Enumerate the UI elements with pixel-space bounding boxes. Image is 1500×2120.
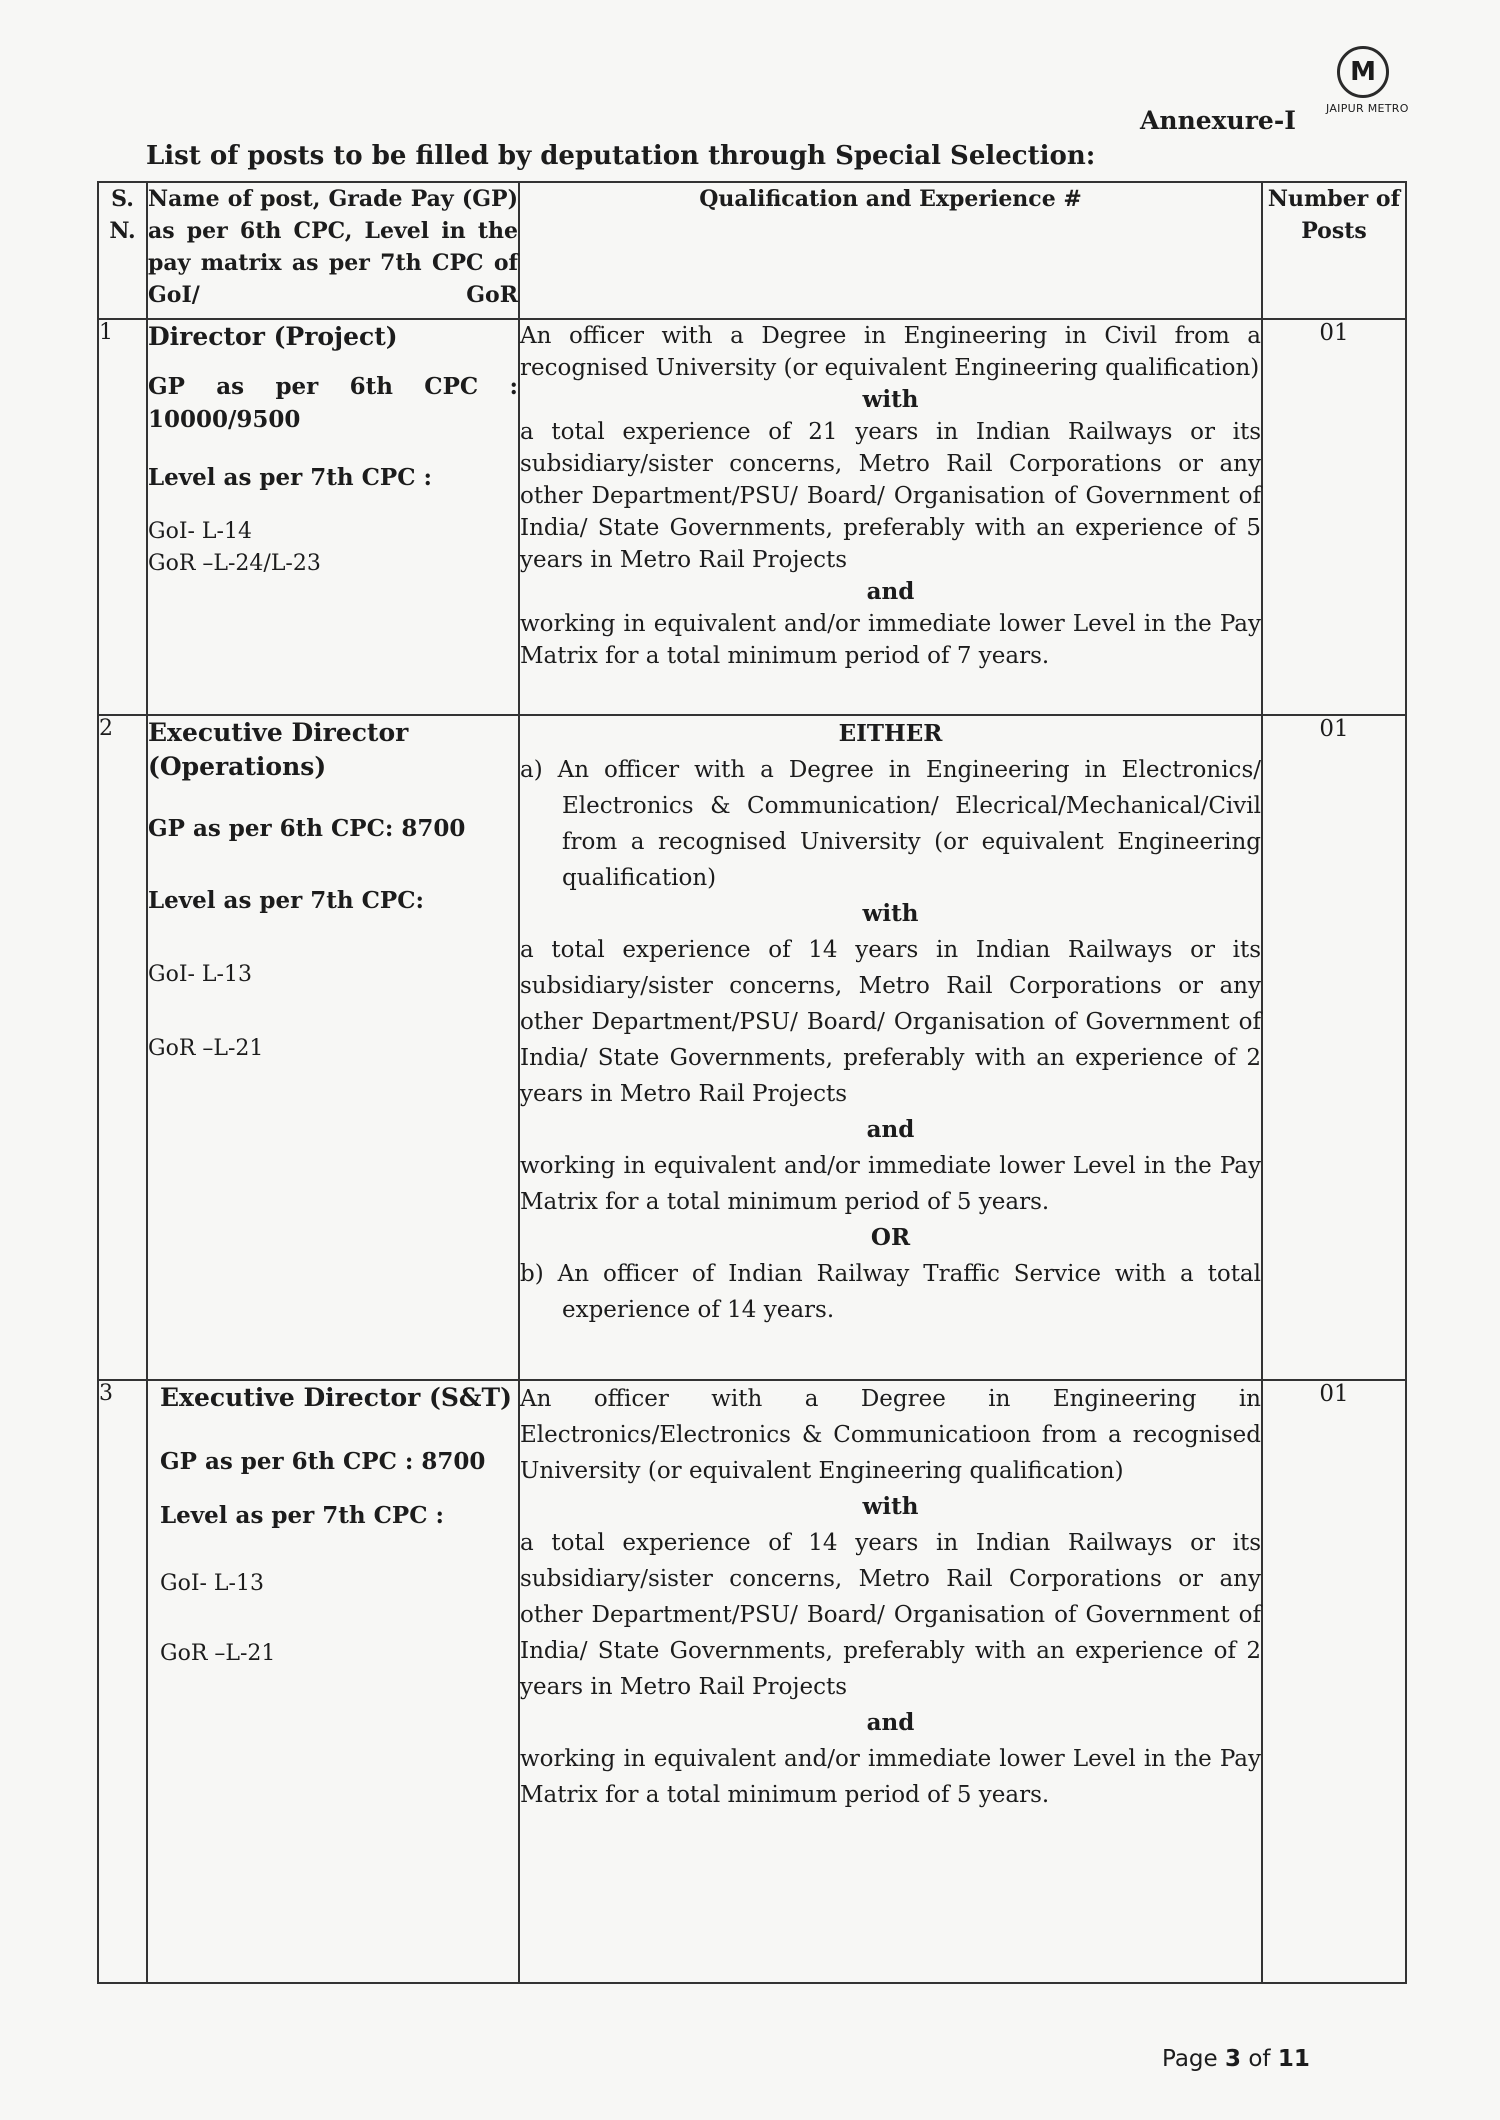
level-label: Level as per 7th CPC : (148, 464, 433, 491)
page-total: 11 (1277, 2046, 1310, 2072)
list-title: List of posts to be filled by deputation through Special Selection: (146, 141, 1096, 171)
qualification-experience: a total experience of 14 years in Indian Railways or its subsidiary/sister concerns, Metro Rail Corporations or any other Department/PSU/ Board/ Organisation of Government of India/ State Governments, preferably with an experience of 2 years in Metro Rail Projects (520, 937, 1261, 1107)
qualification-with: with (862, 386, 919, 413)
grade-pay: GP as per 6th CPC : 8700 (160, 1448, 486, 1475)
annexure-label: Annexure-I (1140, 106, 1296, 135)
qualification-degree: An officer with a Degree in Engineering in Civil from a recognised University (or equivalent Engineering qualification) (520, 323, 1261, 381)
qualification-and: and (866, 1709, 915, 1736)
qualification-option-a: a) An officer with a Degree in Engineering in Electronics/ Electronics & Communication/ Elecrical/Mechanical/Civil from a recognised University (or equivalent Engineering qualification) (520, 757, 1261, 891)
qualification-with: with (862, 1493, 919, 1520)
post-name-cell (147, 1380, 519, 1983)
goi-level: GoI- L-13 (148, 962, 252, 987)
logo-mark: M (1350, 57, 1376, 87)
qualification-experience: a total experience of 14 years in Indian Railways or its subsidiary/sister concerns, Metro Rail Corporations or any other Department/PSU/ Board/ Organisation of Government of India/ State Governments, preferably with an experience of 2 years in Metro Rail Projects (520, 1530, 1261, 1700)
table-row (98, 319, 1406, 715)
qualification-and: and (866, 1116, 915, 1143)
header-number: Number of Posts (1262, 182, 1406, 319)
post-title: Executive Director (Operations) (148, 718, 409, 781)
qualification-or: OR (870, 1224, 911, 1251)
page-current: 3 (1225, 2046, 1242, 2072)
qualification-cell (519, 319, 1262, 715)
qualification-and: and (866, 578, 915, 605)
number-of-posts: 01 (1262, 715, 1406, 1380)
post-title: Executive Director (S&T) (160, 1383, 512, 1412)
qualification-with: with (862, 900, 919, 927)
grade-pay: GP as per 6th CPC: 8700 (148, 815, 466, 842)
row-sn: 3 (98, 1380, 147, 1983)
gor-level: GoR –L-21 (148, 1036, 264, 1061)
qualification-experience: a total experience of 21 years in Indian Railways or its subsidiary/sister concerns, Metro Rail Corporations or any other Department/PSU/ Board/ Organisation of Government of India/ State Governments, preferably with an experience of 5 years in Metro Rail Projects (520, 419, 1261, 573)
row-sn: 1 (98, 319, 147, 715)
level-label: Level as per 7th CPC : (160, 1502, 445, 1529)
header-name: Name of post, Grade Pay (GP) as per 6th CPC, Level in the pay matrix as per 7th CPC of GoI/ GoR (147, 182, 519, 319)
qualification-level: working in equivalent and/or immediate lower Level in the Pay Matrix for a total minimum period of 5 years. (520, 1153, 1261, 1215)
page-number (1162, 2046, 1310, 2072)
qualification-cell (519, 715, 1262, 1380)
post-title: Director (Project) (148, 322, 398, 351)
posts-table (97, 181, 1407, 1984)
row-sn: 2 (98, 715, 147, 1380)
qualification-cell (519, 1380, 1262, 1983)
post-name-cell (147, 715, 519, 1380)
qualification-either: EITHER (838, 720, 943, 747)
table-row (98, 715, 1406, 1380)
qualification-degree: An officer with a Degree in Engineering in Electronics/Electronics & Communicatioon from a recognised University (or equivalent Engineering qualification) (520, 1386, 1261, 1484)
metro-logo-icon (1337, 46, 1389, 98)
page-sep: of (1248, 2046, 1271, 2072)
grade-pay: GP as per 6th CPC : 10000/9500 (148, 373, 518, 433)
number-of-posts: 01 (1262, 1380, 1406, 1983)
goi-level: GoI- L-13 (160, 1571, 264, 1596)
table-header-row (98, 182, 1406, 319)
logo-text: JAIPUR METRO (1326, 102, 1409, 115)
level-label: Level as per 7th CPC: (148, 887, 424, 914)
qualification-option-b: b) An officer of Indian Railway Traffic Service with a total experience of 14 years. (520, 1261, 1261, 1323)
qualification-level: working in equivalent and/or immediate lower Level in the Pay Matrix for a total minimum period of 5 years. (520, 1746, 1261, 1808)
number-of-posts: 01 (1262, 319, 1406, 715)
qualification-level: working in equivalent and/or immediate lower Level in the Pay Matrix for a total minimum period of 7 years. (520, 611, 1261, 669)
post-name-cell (147, 319, 519, 715)
table-row (98, 1380, 1406, 1983)
jaipur-metro-logo (1326, 46, 1409, 115)
header-sn: S. N. (98, 182, 147, 319)
gor-level: GoR –L-21 (160, 1641, 276, 1666)
goi-level: GoI- L-14 (148, 519, 252, 544)
page-prefix: Page (1162, 2046, 1218, 2072)
gor-level: GoR –L-24/L-23 (148, 551, 321, 576)
header-qualification: Qualification and Experience # (519, 182, 1262, 319)
